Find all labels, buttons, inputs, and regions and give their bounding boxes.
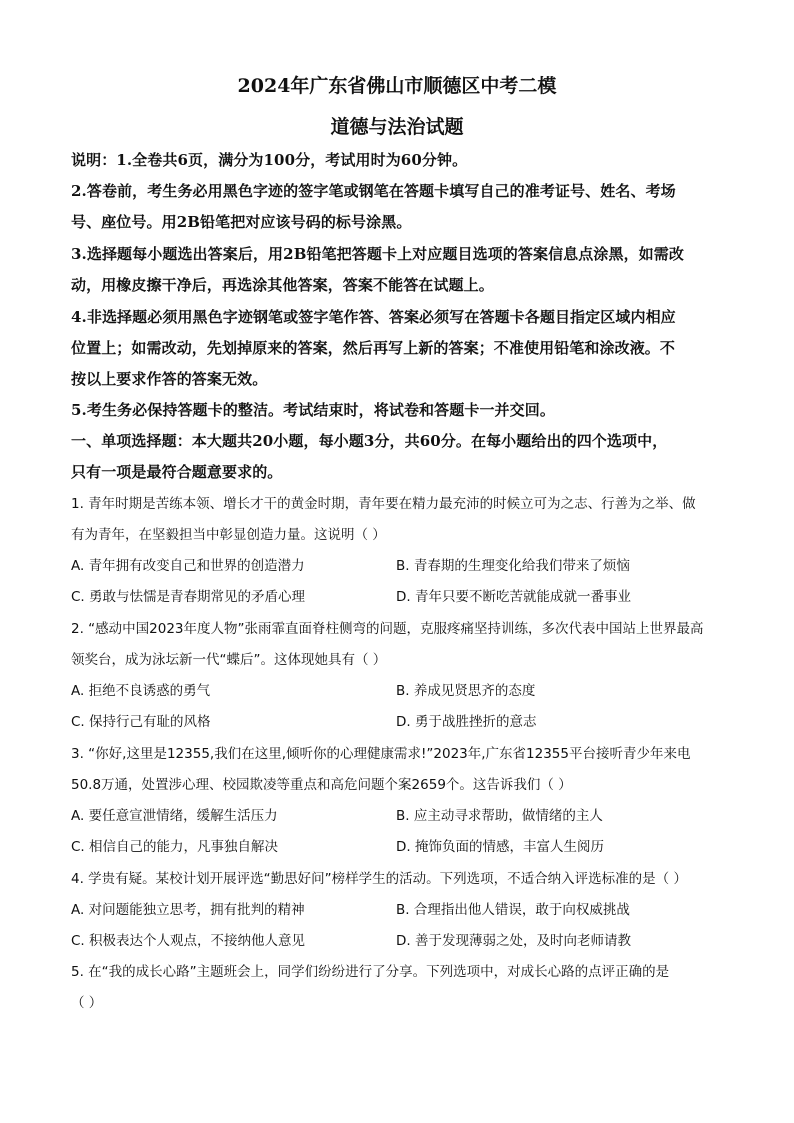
option-b: B. 应主动寻求帮助，做情绪的主人 — [396, 808, 603, 824]
question-stem: 5. 在“我的成长心路”主题班会上，同学们纷纷进行了分享。下列选项中，对成长心路的点评正确的是 — [71, 964, 670, 980]
exam-title: 2024年广东省佛山市顺德区中考二模 — [237, 75, 557, 97]
option-c: C. 相信自己的能力，凡事独自解决 — [71, 839, 279, 855]
option-d: D. 勇于战胜挫折的意志 — [396, 714, 537, 730]
question-stem: 1. 青年时期是苦练本领、增长才干的黄金时期，青年要在精力最充沛的时候立可为之志、行善为之举、做 — [71, 496, 696, 512]
instruction-line: 4.非选择题必须用黑色字迹钢笔或签字笔作答、答案必须写在答题卡各题目指定区域内相应 — [71, 308, 676, 326]
instruction-line: 号、座位号。用2B铅笔把对应该号码的标号涂黑。 — [71, 213, 412, 231]
option-d: D. 善于发现薄弱之处，及时向老师请教 — [396, 933, 631, 949]
option-d: D. 青年只要不断吃苦就能成就一番事业 — [396, 589, 631, 605]
instruction-line: 按以上要求作答的答案无效。 — [71, 370, 268, 388]
instruction-line: 动，用橡皮擦干净后，再选涂其他答案，答案不能答在试题上。 — [71, 276, 494, 294]
option-b: B. 合理指出他人错误，敢于向权威挑战 — [396, 902, 630, 918]
instruction-line: 说明：1.全卷共6页，满分为100分，考试用时为60分钟。 — [71, 151, 468, 169]
question-stem: （ ） — [71, 995, 103, 1011]
option-b: B. 养成见贤思齐的态度 — [396, 683, 536, 699]
section-heading-line: 一、单项选择题：本大题共20小题，每小题3分，共60分。在每小题给出的四个选项中， — [71, 432, 668, 450]
option-a: A. 青年拥有改变自己和世界的创造潜力 — [71, 558, 305, 574]
instruction-line: 2.答卷前，考生务必用黑色字迹的签字笔或钢笔在答题卡填写自己的准考证号、姓名、考场 — [71, 182, 676, 200]
question-stem: 50.8万通，处置涉心理、校园欺凌等重点和高危问题个案2659个。这告诉我们（ ） — [71, 777, 572, 793]
question-stem: 领奖台，成为泳坛新一代“蝶后”。这体现她具有（ ） — [71, 652, 387, 668]
question-stem: 4. 学贵有疑。某校计划开展评选“勤思好问”榜样学生的活动。下列选项，不适合纳入评选标准的是（ ） — [71, 871, 687, 887]
instruction-line: 5.考生务必保持答题卡的整洁。考试结束时，将试卷和答题卡一并交回。 — [71, 401, 555, 419]
instruction-line: 位置上；如需改动，先划掉原来的答案，然后再写上新的答案；不准使用铅笔和涂改液。不 — [71, 339, 676, 357]
question-stem: 有为青年，在坚毅担当中彰显创造力量。这说明（ ） — [71, 527, 386, 543]
option-c: C. 保持行己有耻的风格 — [71, 714, 211, 730]
option-a: A. 拒绝不良诱惑的勇气 — [71, 683, 211, 699]
exam-subtitle: 道德与法治试题 — [330, 116, 464, 138]
option-c: C. 积极表达个人观点，不接纳他人意见 — [71, 933, 306, 949]
section-heading-line: 只有一项是最符合题意要求的。 — [71, 463, 283, 481]
option-a: A. 对问题能独立思考，拥有批判的精神 — [71, 902, 305, 918]
option-c: C. 勇敢与怯懦是青春期常见的矛盾心理 — [71, 589, 306, 605]
instruction-line: 3.选择题每小题选出答案后，用2B铅笔把答题卡上对应题目选项的答案信息点涂黑，如需改 — [71, 245, 684, 263]
question-stem: 3. “你好,这里是12355,我们在这里,倾听你的心理健康需求!”2023年,广东省12355平台接听青少年来电 — [71, 746, 691, 762]
option-d: D. 掩饰负面的情感，丰富人生阅历 — [396, 839, 604, 855]
option-b: B. 青春期的生理变化给我们带来了烦恼 — [396, 558, 630, 574]
question-stem: 2. “感动中国2023年度人物”张雨霏直面脊柱侧弯的问题，克服疼痛坚持训练，多次代表中国站上世界最高 — [71, 621, 704, 637]
option-a: A. 要任意宣泄情绪，缓解生活压力 — [71, 808, 278, 824]
